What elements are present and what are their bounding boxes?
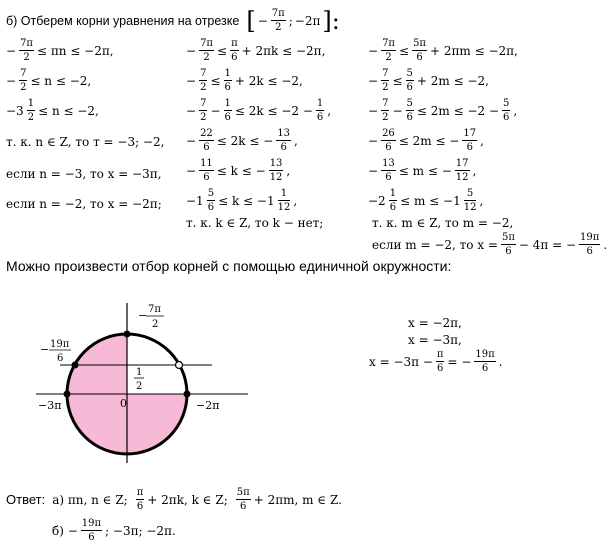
col3-line2: − $\frac{7}{2}$ ≤ $\frac{5}{6}$ + 2m ≤ −2, <box>368 68 489 93</box>
col2-line1: − $\frac{7\pi}{2}$ ≤ $\frac{\pi}{6}$ + 2πk ≤ −2π, <box>186 38 326 63</box>
label-minus-3pi: −3π <box>38 399 62 412</box>
bound-right: −2π <box>294 13 321 28</box>
col1-line3: −3 $\frac{1}{2}$ ≤ n ≤ −2, <box>6 98 99 123</box>
point-minus-2pi <box>184 391 191 398</box>
col3-line5: − $\frac{13}{6}$ ≤ m ≤ − $\frac{17}{12}$ , <box>368 158 477 183</box>
point-minus-7pi-2 <box>124 331 131 338</box>
col3-line7: т. к. m ∈ Z, то m = −2, <box>372 216 514 230</box>
point-minus-19pi-6 <box>72 362 79 369</box>
circle-heading: Можно произвести отбор корней с помощью единичной окружности: <box>6 258 452 274</box>
point-minus-3pi <box>64 391 71 398</box>
unit-circle-diagram <box>0 295 290 465</box>
answer-b: б) − $\frac{19\pi}{6}$ ; −3π; −2π. <box>52 518 176 543</box>
col2-line2: − $\frac{7}{2}$ ≤ $\frac{1}{6}$ + 2k ≤ −2, <box>186 68 303 93</box>
answer-a: Ответ: а) πn, n ∈ Z; $\frac{\pi}{6}$ + 2πk, k ∈ Z; $\frac{5\pi}{6}$ + 2πm, m ∈ Z. <box>6 487 342 512</box>
bound-minus: − <box>257 13 268 28</box>
bracket-right: ]: <box>322 6 340 35</box>
root-1: x = −2π, <box>408 316 462 330</box>
col3-line1: − $\frac{7\pi}{2}$ ≤ $\frac{5\pi}{6}$ + 2πm ≤ −2π, <box>368 38 518 63</box>
label-left-den: 6 <box>57 353 64 364</box>
col3-line6: −2 $\frac{1}{6}$ ≤ m ≤ −1 $\frac{5}{12}$ , <box>368 188 484 213</box>
task-header <box>6 8 340 33</box>
bound-sep: ; <box>288 13 293 28</box>
answer-label: Ответ: <box>6 492 46 507</box>
col2-line7: т. к. k ∈ Z, то k − нет; <box>186 216 324 230</box>
label-top-den: 2 <box>152 319 159 330</box>
root-2: x = −3π, <box>408 333 462 347</box>
col3-line8: если m = −2, то x = $\frac{5\pi}{6}$ − 4π = − $\frac{19\pi}{6}$ . <box>372 232 607 257</box>
label-top-minus: − <box>138 309 148 322</box>
col2-line3: − $\frac{7}{2}$ − $\frac{1}{6}$ ≤ 2k ≤ −2 − $\frac{1}{6}$ , <box>186 98 332 123</box>
label-left-minus: − <box>40 343 50 356</box>
col1-line2: − $\frac{7}{2}$ ≤ n ≤ −2, <box>6 68 92 93</box>
bound-fraction: $\frac{7\pi}{2}$ <box>271 8 285 33</box>
col1-line1: − $\frac{7\pi}{2}$ ≤ πn ≤ −2π, <box>6 38 114 63</box>
label-zero: 0 <box>120 397 127 410</box>
bracket-left: [ <box>246 6 256 35</box>
label-minus-2pi: −2π <box>196 399 220 412</box>
col3-line3: − $\frac{7}{2}$ − $\frac{5}{6}$ ≤ 2m ≤ −2 − $\frac{5}{6}$ , <box>368 98 518 123</box>
header-prefix: б) Отберем корни уравнения на отрезке <box>6 13 240 28</box>
point-5pi-6-excluded <box>176 362 183 369</box>
col1-line5: если n = −3, то x = −3π, <box>6 167 162 181</box>
label-top-num: 7π <box>148 304 161 315</box>
col2-line4: − $\frac{22}{6}$ ≤ 2k ≤ − $\frac{13}{6}$ , <box>186 128 298 153</box>
col2-line5: − $\frac{11}{6}$ ≤ k ≤ − $\frac{13}{12}$ , <box>186 158 291 183</box>
root-3: x = −3π − $\frac{\pi}{6}$ = − $\frac{19\pi}{6}$ . <box>369 349 503 374</box>
col2-line6: −1 $\frac{5}{6}$ ≤ k ≤ −1 $\frac{1}{12}$ , <box>186 188 298 213</box>
label-half-num: 1 <box>136 367 143 378</box>
label-left-num: 19π <box>50 339 70 350</box>
col1-line4: т. к. n ∈ Z, то т = −3; −2, <box>6 135 165 149</box>
label-half-den: 2 <box>136 381 143 392</box>
col1-line6: если n = −2, то x = −2π; <box>6 197 162 211</box>
col3-line4: − $\frac{26}{6}$ ≤ 2m ≤ − $\frac{17}{6}$ , <box>368 128 484 153</box>
